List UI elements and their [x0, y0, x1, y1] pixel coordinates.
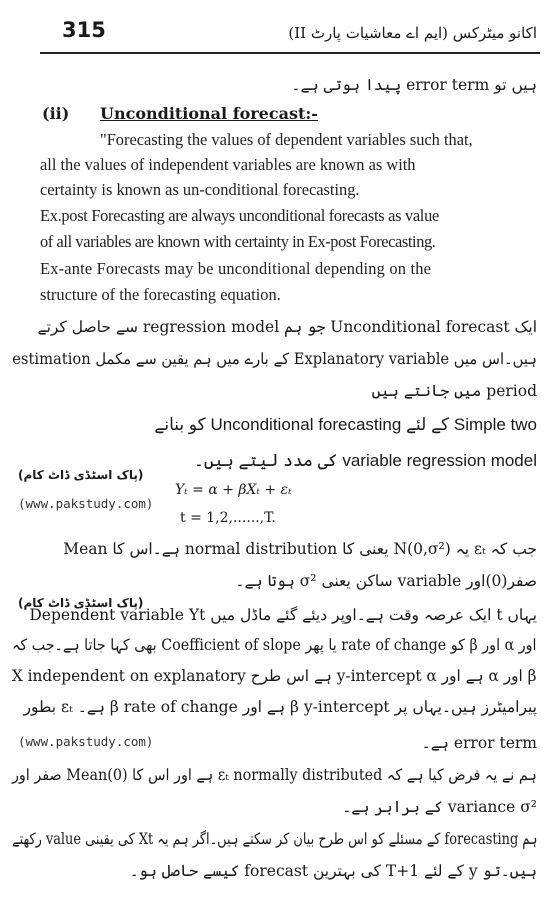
urdu-line: اور α اور β کو rate of change یا پھر Coefficient of slope بھی کہا جاتا ہے۔جب کہ	[12, 636, 537, 654]
urdu-line: variance σ² کے برابر ہے۔	[342, 798, 537, 816]
watermark-urdu: (پاک اسٹڈی ڈاٹ کام)	[18, 468, 144, 482]
urdu-line: variable regression model کی مدد لیتے ہیں۔	[193, 451, 537, 470]
watermark-url: (www.pakstudy.com)	[18, 734, 154, 749]
urdu-line: صفر(0)اور variable ساکن یعنی σ² ہوتا ہے۔	[235, 572, 537, 590]
urdu-line: Simple two کے لئے Unconditional forecasting کو بنانے	[154, 415, 537, 434]
urdu-line: ہیں۔تو y کے لئے T+1 کی بہترین forecast کیسے حاصل ہو۔	[129, 862, 537, 880]
paragraph-line: structure of the forecasting equation.	[40, 285, 281, 304]
header-rule	[40, 52, 540, 54]
urdu-line: یہاں t ایک عرصہ وقت ہے۔اوپر دیئے گئے ماڈل میں Dependent variable Yt	[29, 606, 537, 624]
paragraph-line: of all variables are known with certainty in Ex-post Forecasting.	[40, 232, 436, 251]
paragraph-line: Ex-ante Forecasts may be unconditional depending on the	[40, 259, 432, 278]
urdu-line: پیرامیٹرز ہیں۔یہاں پر β y-intercept ہے اور β rate of change ہے۔ εₜ بطور	[23, 698, 537, 716]
urdu-line: ہم forecasting کے مسئلے کو اس طرح بیان کر سکتے ہیں۔اگر ہم یہ Xt کی یقینی value رکھتے	[11, 830, 537, 848]
paragraph-line: all the values of independent variables are known as with	[40, 155, 416, 174]
urdu-line: period میں جانتے ہیں	[371, 382, 537, 400]
urdu-line: ایک Unconditional forecast جو ہم regression model سے حاصل کرتے	[37, 318, 537, 336]
time-index: t = 1,2,......,T.	[180, 510, 276, 526]
urdu-line: ہیں تو error term پیدا ہوتی ہے۔	[291, 76, 537, 94]
page-number: 315	[62, 18, 106, 42]
watermark-url: (www.pakstudy.com)	[18, 496, 154, 511]
paragraph-line: certainty is known as un-conditional forecasting.	[40, 180, 360, 199]
urdu-line: error term ہے۔	[421, 734, 537, 752]
running-header-title: اکانو میٹرکس (ایم اے معاشیات پارٹ II)	[288, 24, 537, 42]
regression-equation: Yₜ = α + βXₜ + εₜ	[175, 482, 292, 498]
watermark-urdu: (پاک اسٹڈی ڈاٹ کام)	[18, 596, 144, 610]
section-heading: Unconditional forecast:-	[100, 104, 318, 123]
urdu-line: β اور α ہے اور y-intercept α ہے اس طرح X independent on explanatory	[12, 667, 537, 685]
paragraph-line: Ex.post Forecasting are always unconditional forecasts as value	[40, 206, 439, 225]
urdu-line: ہم نے یہ فرض کیا ہے کہ εₜ normally distributed ہے اور اس کا Mean(0) صفر اور	[12, 766, 537, 784]
urdu-line: ہیں۔اس میں Explanatory variable کے بارے میں ہم یقین سے مکمل estimation	[12, 350, 537, 368]
paragraph-line: "Forecasting the values of dependent variables such that,	[100, 130, 473, 149]
section-number: (ii)	[42, 104, 70, 123]
urdu-line: جب کہ εₜ یہ N(0,σ²) یعنی کا normal distribution ہے۔اس کا Mean	[63, 540, 537, 558]
